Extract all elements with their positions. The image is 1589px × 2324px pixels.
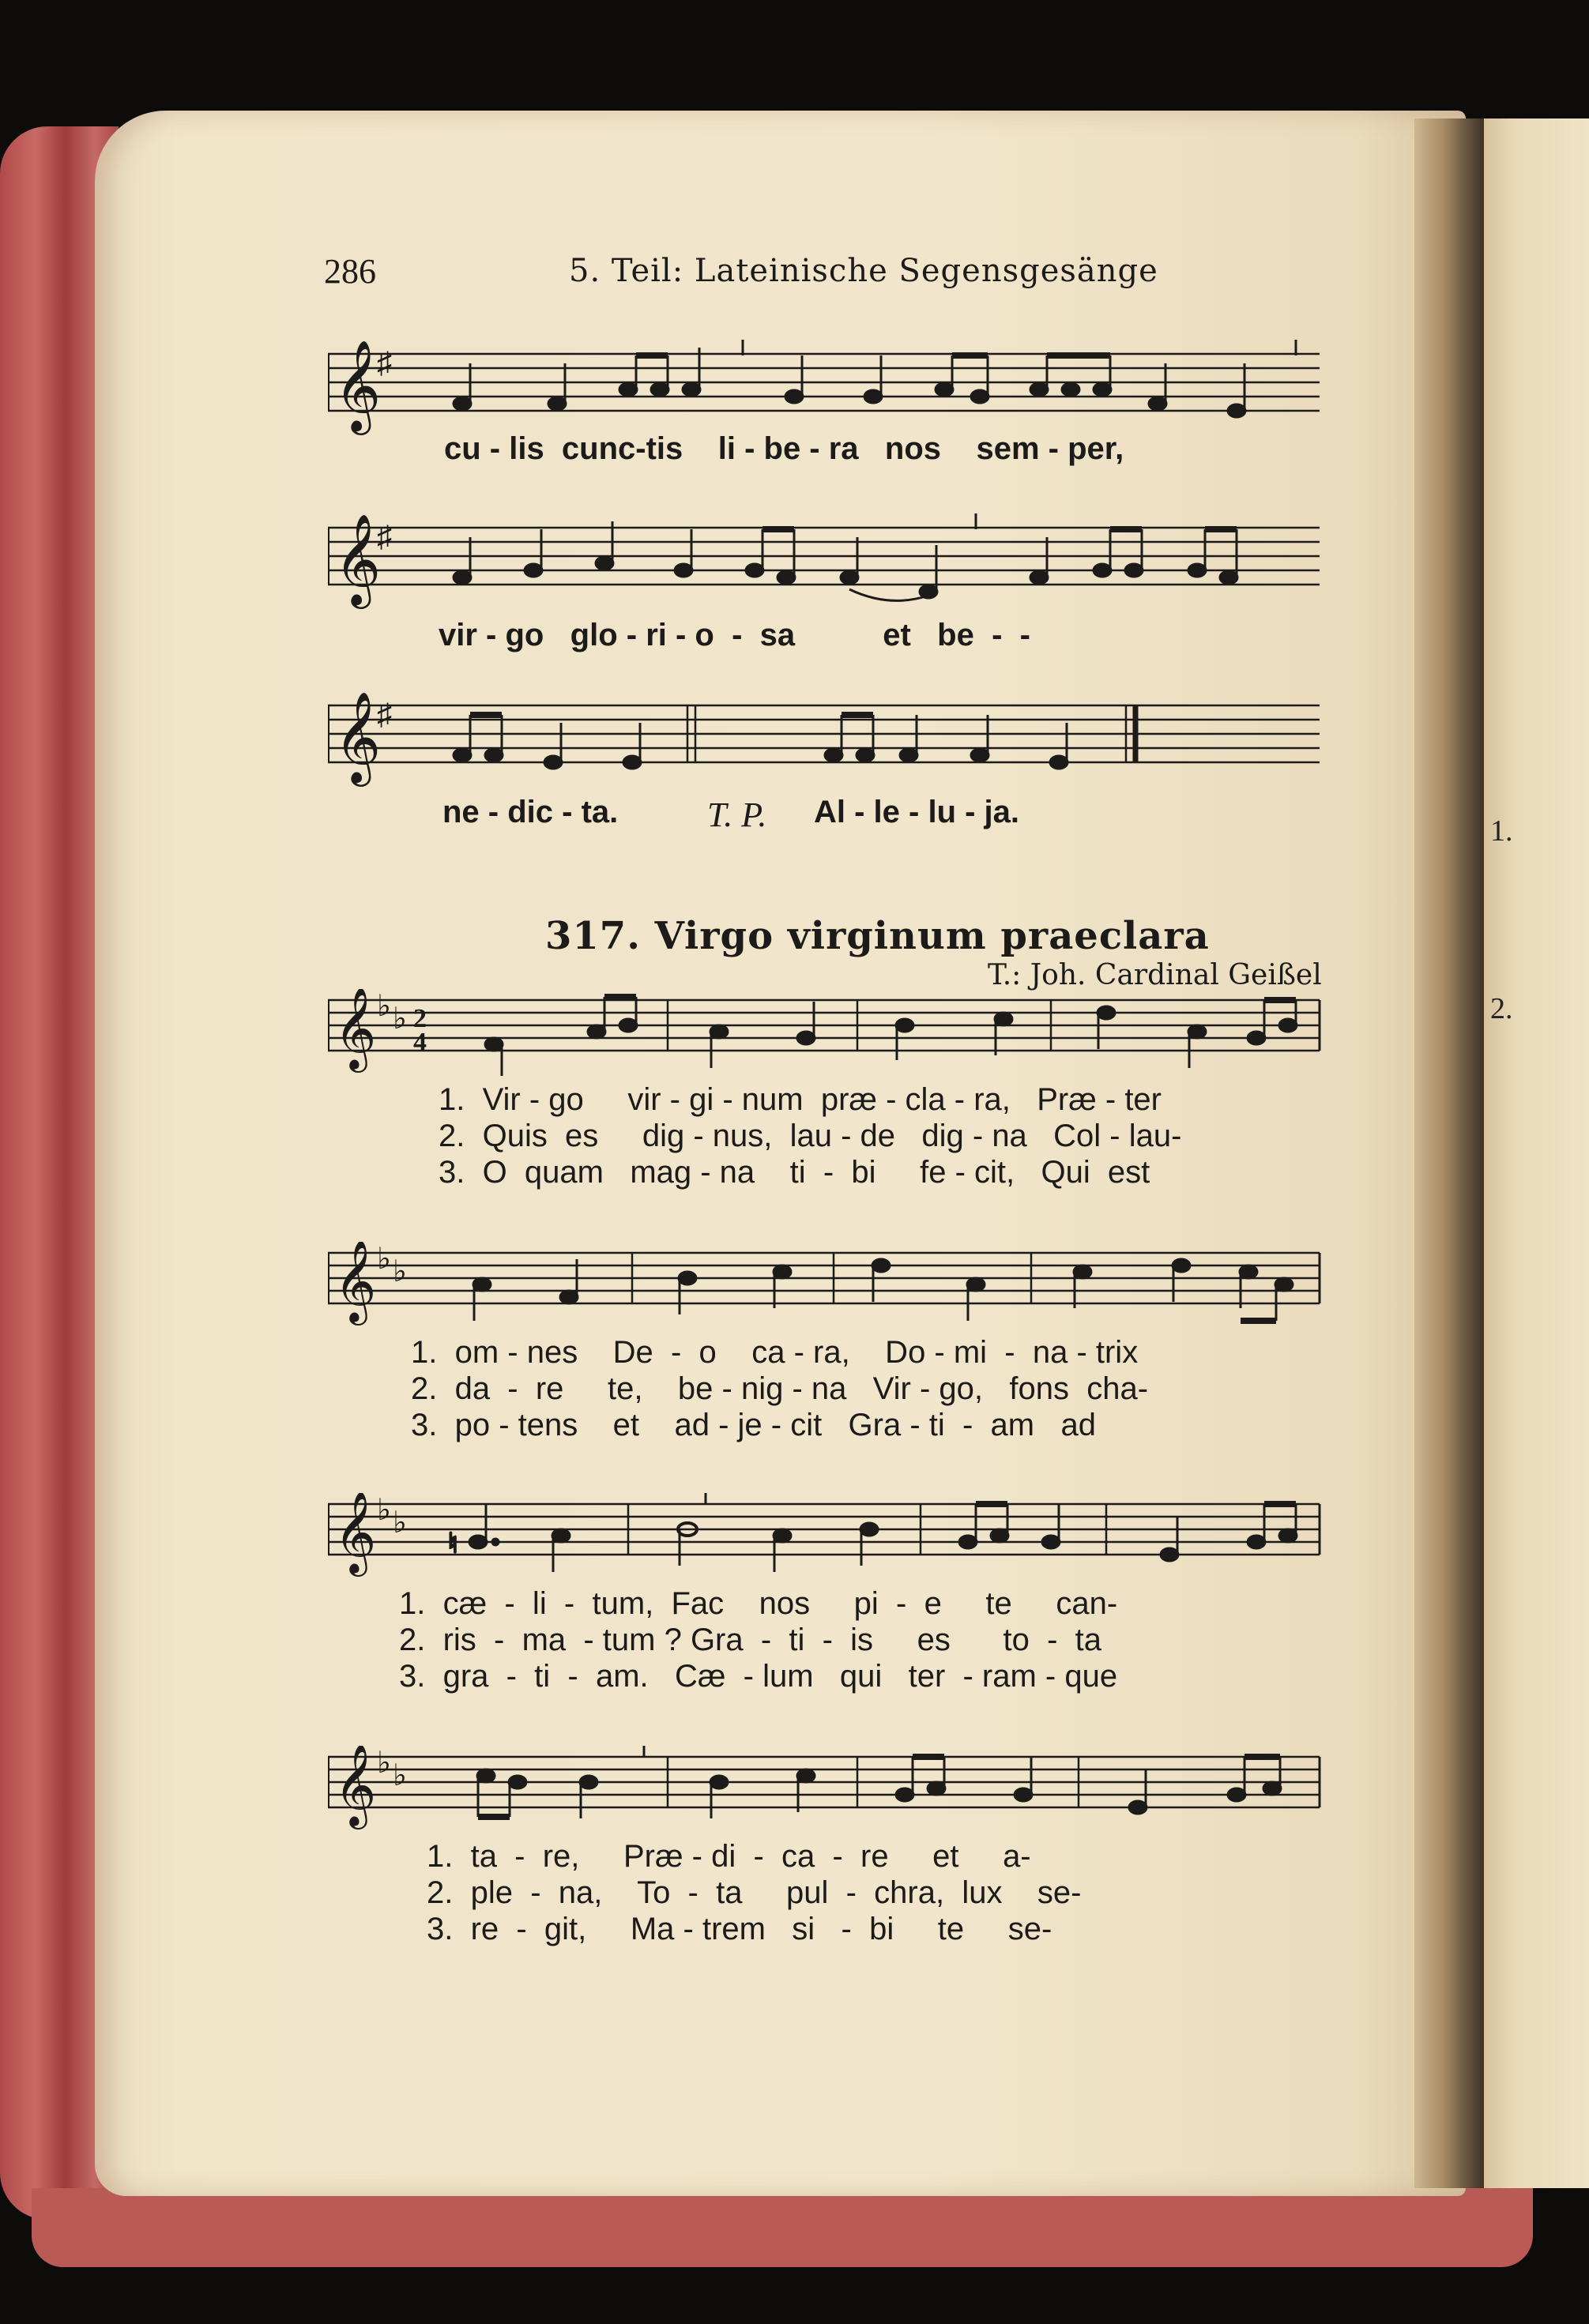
lyric-line-3: ne - dic - ta. [442, 795, 619, 829]
svg-text:𝄞: 𝄞 [334, 1746, 377, 1826]
svg-text:♯: ♯ [377, 521, 392, 554]
music-staff [328, 691, 1324, 802]
svg-text:♭: ♭ [393, 1506, 407, 1540]
verse-2-line: 2. ple - na, To - ta pul - chra, lux se- [427, 1875, 1082, 1910]
verse-3-line: 3. O quam mag - na ti - bi fe - cit, Qui est [439, 1155, 1150, 1190]
running-head: 5. Teil: Lateinische Segensgesänge [569, 253, 1158, 289]
svg-text:♮: ♮ [448, 1529, 458, 1559]
verse-2-line: 2. ris - ma - tum ? Gra - ti - is es to - ta [399, 1623, 1102, 1657]
svg-text:𝄞: 𝄞 [334, 1242, 377, 1322]
tempore-paschali-marker: T. P. [707, 795, 767, 834]
svg-text:4: 4 [413, 1028, 427, 1057]
verse-2-line: 2. da - re te, be - nig - na Vir - go, fons cha- [411, 1371, 1149, 1406]
svg-text:♭: ♭ [393, 1002, 407, 1036]
verse-1-line: 1. om - nes De - o ca - ra, Do - mi - na - trix [411, 1335, 1139, 1370]
svg-text:𝄞: 𝄞 [334, 691, 382, 783]
svg-text:𝄞: 𝄞 [334, 989, 377, 1070]
alleluja-line: Al - le - lu - ja. [814, 795, 1020, 829]
lyric-line-1: cu - lis cunc-tis li - be - ra nos sem - per, [444, 431, 1124, 466]
music-staff [328, 1242, 1324, 1337]
verse-1-line: 1. cæ - li - tum, Fac nos pi - e te can- [399, 1586, 1118, 1621]
verse-3-line: 3. gra - ti - am. Cæ - lum qui ter - ram - que [399, 1659, 1118, 1694]
page-number: 286 [324, 252, 376, 291]
music-staff [328, 1493, 1324, 1588]
music-staff [328, 1746, 1324, 1841]
svg-text:♭: ♭ [393, 1255, 407, 1288]
lyric-line-2: vir - go glo - ri - o - sa et be - - [439, 618, 1030, 652]
staff-system-2 [328, 513, 1324, 624]
verse-1-line: 1. ta - re, Præ - di - ca - re et a- [427, 1839, 1031, 1874]
verse-2-line: 2. Quis es dig - nus, lau - de dig - na Col - lau- [439, 1119, 1182, 1153]
svg-text:𝄞: 𝄞 [334, 513, 382, 605]
svg-text:♭: ♭ [377, 990, 391, 1023]
svg-text:♭: ♭ [377, 1494, 391, 1527]
song-staff-4 [328, 1746, 1324, 1841]
verse-3-line: 3. po - tens et ad - je - cit Gra - ti - am ad [411, 1408, 1096, 1442]
song-title: 317. Virgo virginum praeclara [545, 914, 1210, 958]
verse-3-line: 3. re - git, Ma - trem si - bi te se- [427, 1912, 1052, 1946]
song-staff-2 [328, 1242, 1324, 1337]
svg-text:♯: ♯ [377, 347, 392, 380]
svg-text:♭: ♭ [377, 1243, 391, 1276]
svg-text:𝄞: 𝄞 [334, 340, 382, 431]
svg-text:♭: ♭ [377, 1747, 391, 1780]
next-page-verse-1: 1. [1490, 814, 1513, 848]
svg-text:2: 2 [413, 1004, 427, 1033]
svg-text:♯: ♯ [377, 698, 392, 731]
song-staff-1 [328, 989, 1324, 1084]
music-staff [328, 989, 1324, 1084]
next-page-verse-2: 2. [1490, 992, 1513, 1025]
svg-text:♭: ♭ [393, 1759, 407, 1792]
song-author: T.: Joh. Cardinal Geißel [988, 959, 1322, 991]
verse-1-line: 1. Vir - go vir - gi - num præ - cla - ra, Præ - ter [439, 1082, 1162, 1117]
svg-text:𝄞: 𝄞 [334, 1493, 377, 1574]
song-staff-3 [328, 1493, 1324, 1588]
music-staff [328, 513, 1324, 624]
staff-system-3 [328, 691, 1324, 802]
